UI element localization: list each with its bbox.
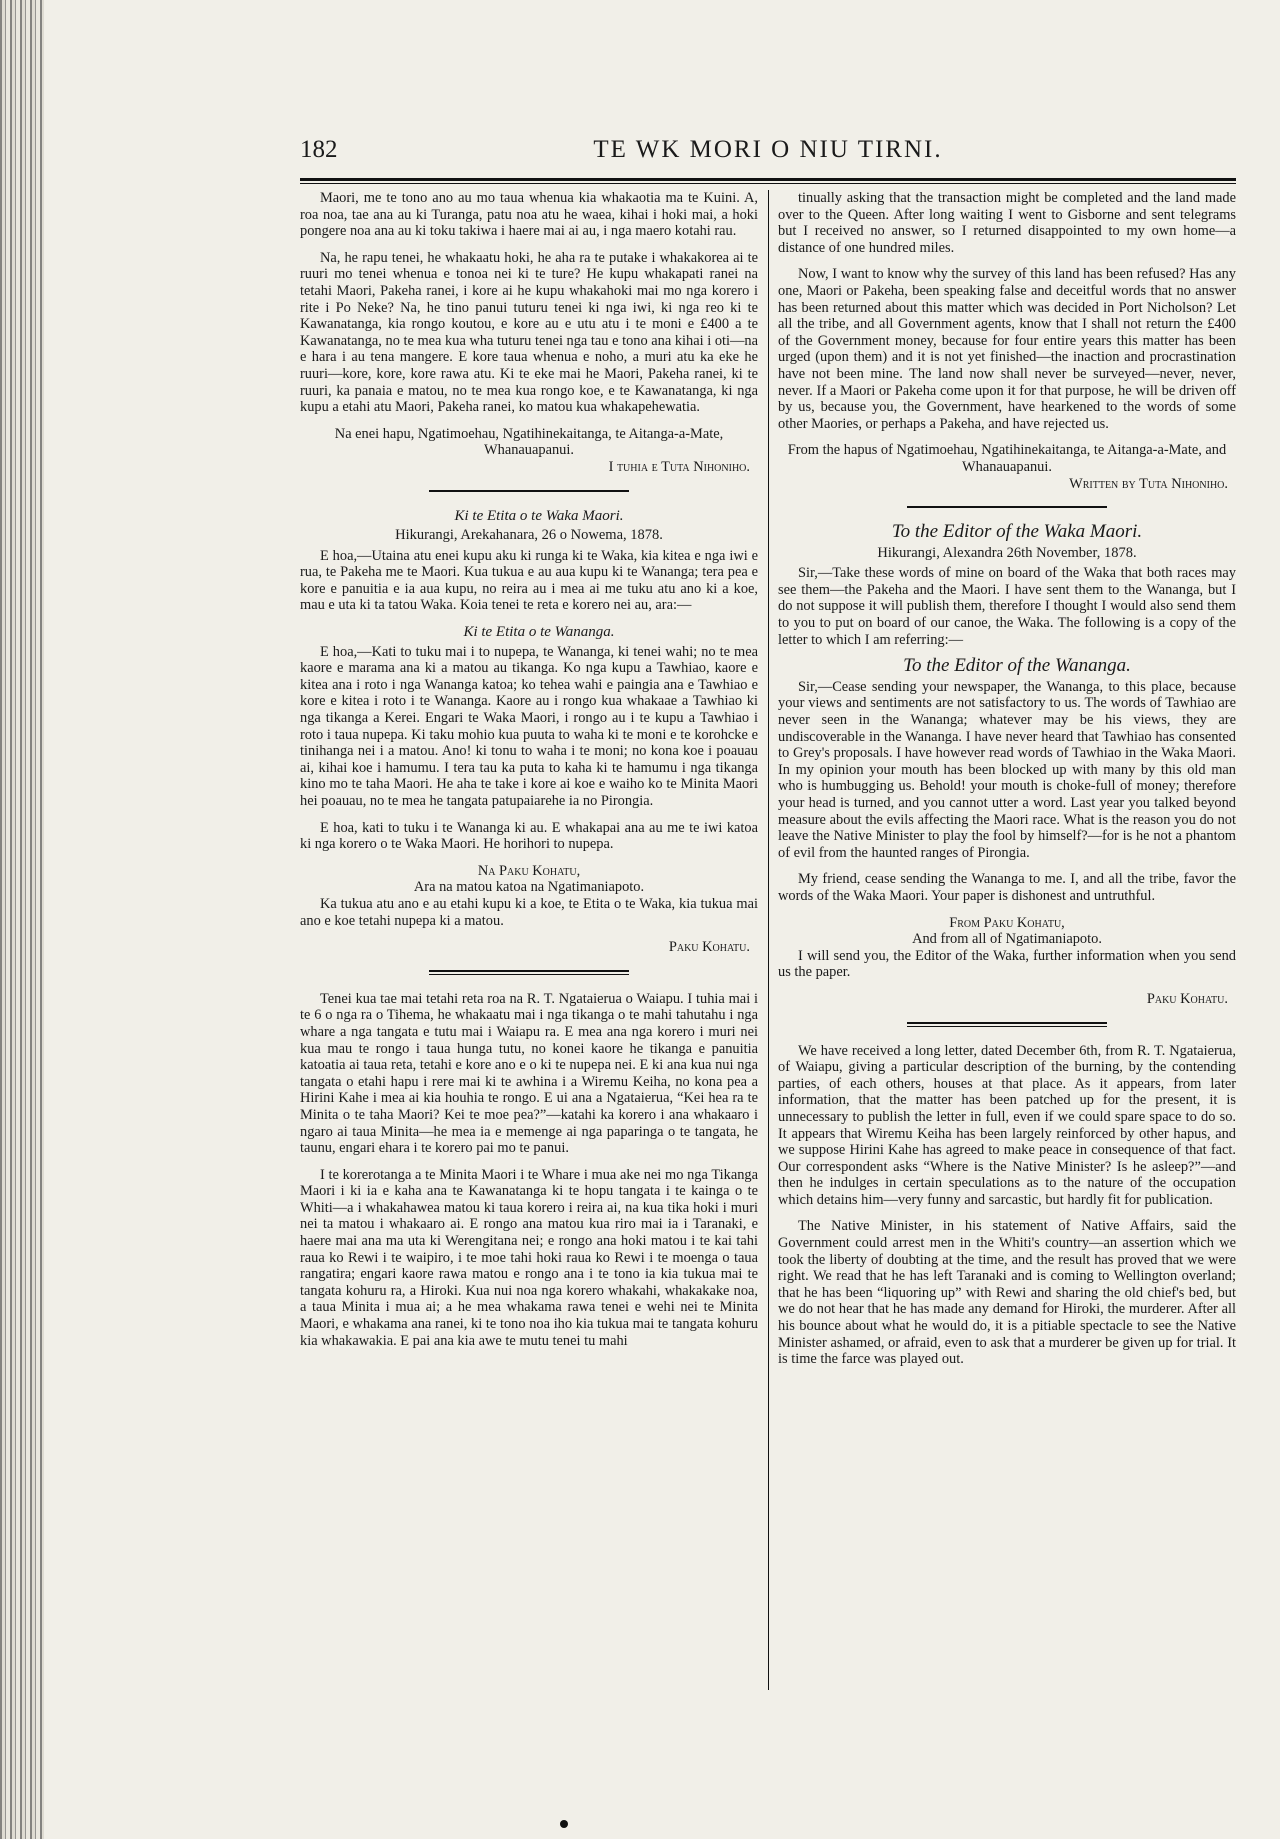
- paragraph: tinually asking that the transaction might be completed and the land made over to the Queen. After long waiting I went to Gisborne and sent telegrams but I received no answer, so I returned disappointed to my own home—a distance of one hundred miles.: [778, 190, 1236, 256]
- dateline: Hikurangi, Arekahanara, 26 o Nowema, 1878.: [395, 527, 663, 544]
- signature-line: Ara na matou katoa na Ngatimaniapoto.: [413, 879, 645, 896]
- paragraph: I will send you, the Editor of the Waka, further information when you send us the paper.: [778, 947, 1236, 981]
- dateline: Hikurangi, Alexandra 26th November, 1878.: [877, 544, 1137, 561]
- masthead-rule: [300, 178, 1236, 181]
- section-separator: [907, 506, 1107, 508]
- paragraph: Sir,—Cease sending your newspaper, the Wananga, to this place, because your views and sentiments are not satisfactory to us. The words of Tawhiao are never seen in the Wananga; whatever may be his views, they are undiscoverable in the Wananga. I have never heard that Tawhiao has consented to Grey's proposals. I have however read words of Tawhiao in the Waka Maori. In my opinion your mouth has been blocked up with many by this old man who is humbugging us. Behold! your mouth is choke-full of money; therefore your head is turned, and you cannot utter a word. Last year you talked beyond measure about the evils affecting the Maori race. What is the reason you do not leave the Native Minister to play the fool by himself?—for is he not a phantom of evil from the haunted ranges of Pirongia.: [778, 678, 1236, 861]
- section-separator: [907, 1022, 1107, 1027]
- print-mark: [560, 1820, 568, 1828]
- letter-heading: Ki te Etita o te Wananga.: [463, 624, 615, 641]
- signature: From Paku Kohatu,: [949, 914, 1065, 931]
- paragraph: Na, he rapu tenei, he whakaatu hoki, he aha ra te putake i whakakorea ai te ruuri mo tenei whenua e tonoa nei ki te ture? He kupu whakapati ranei na tetahi Maori, Pakeha ranei, i kore ai he kupu whakahoki mai mo nga korero i rite i Po Neke? Na, he tino panui tuturu tenei ki nga iwi, ki nga reo ki te Kawanatanga, kia rongo koutou, e kore au e utu atu i te moni e £400 a te Kawanatanga, no te mea kua wha tuturu tenei nga tau e tono ana kihai i oti—na e hara i au tena mangere. E kore taua whenua e noho, a muri atu ka eke he ruuri—kore, kore, kore rawa atu. Ki te eke mai he Maori, Pakeha ranei, ki te ruuri, ka panaia e matou, no te mea kua rongo koe, e te Kawanatanga, ki nga kupu a etahi atu Maori, Pakeha ranei, ko matou kua whakapehewatia.: [300, 249, 758, 416]
- signature: Na Paku Kohatu,: [477, 862, 581, 879]
- paragraph: Maori, me te tono ano au mo taua whenua kia whakaotia ma te Kuini. A, roa noa, tae ana au ki Turanga, patu noa atu he waea, kihai i hoki mai, a hoki pongere noa ana au ki toku takiwa i haere mai ai au, i nga maero kotahi rau.: [300, 190, 758, 240]
- paragraph: E hoa,—Utaina atu enei kupu aku ki runga ki te Waka, kia kitea e nga iwi e rua, te Pakeha me te Maori. Kua tukua e au aua kupu ki te Wananga; tera pea e kore e panuitia e ia aua kupu, no reira au i mea ai me tuku atu ano ki a koe, mau e uta ki ta tatou Waka. Koia tenei te reta e korero nei au, ara:—: [300, 547, 758, 614]
- signature-line: And from all of Ngatimaniapoto.: [912, 931, 1102, 948]
- section-separator: [429, 970, 629, 975]
- paragraph: Sir,—Take these words of mine on board of the Waka that both races may see them—the Pakeha and the Maori. I have sent them to the Wananga, but I do not suppose it will publish them, therefore I thought I would also send them to you to put on board of our canoe, the Waka. The following is a copy of the letter to which I am referring:—: [778, 565, 1236, 648]
- signature: Paku Kohatu.: [1146, 990, 1228, 1007]
- paragraph: Now, I want to know why the survey of this land has been refused? Has any one, Maori or Pakeha, been speaking false and deceitful words that no answer has been returned about this matter which was decided in Port Nicholson? Let all the tribe, and all Government agents, know that I shall not return the £400 of the Government money, because for four entire years this matter has been urged (upon them) and it is not yet finished—the inaction and procrastination have not been mine. The land now shall never be surveyed—never, never, never. If a Maori or Pakeha come upon it for that purpose, he will be driven off by us, because you, the Government, have hearkened to the words of some other Maories, or perhaps a Pakeha, and have rejected us.: [778, 266, 1236, 432]
- paragraph: E hoa, kati to tuku i te Wananga ki au. E whakapai ana au me te iwi katoa ki nga korero o te Waka Maori. He horihori to nupepa.: [300, 819, 758, 853]
- signature: Paku Kohatu.: [668, 939, 750, 956]
- signature: I tuhia e Tuta Nihoniho.: [608, 458, 750, 475]
- signature: Written by Tuta Nihoniho.: [1069, 475, 1228, 492]
- column-divider: [768, 190, 769, 1690]
- paragraph: E hoa,—Kati to tuku mai i to nupepa, te Wananga, ki tenei wahi; no te mea kaore e marama ana ki a matou au tikanga. Ko nga kupu a Tawhiao, kaore e kitea ana i roto i nga Wananga katoa; ko tehea wahi e paingia ana e Tawhiao e kore e kitea i roto i te Wananga. Kaore au i rongo kua whakaae a Tawhiao ki nga tikanga a Kerei. Engari te Waka Maori, i rongo au i te kupu a Tawhiao i roto i taua nupepa. Ki taku mohio kua puuta to waha ki te moni e te korohcke e tinihanga nei i a matou. Ano! ki tonu to waha i te moni; no kona koe i poauau ai, kihai koe i hamumu. I tera tau ka puta to kaha ki te hamumu i nga tikanga kino mo te taha Maori. He aha te take i kore ai koe e waiho ko te Minita Maori hei poauau, no te mea he tangata patupaiarehe ia no Pirongia.: [300, 643, 758, 809]
- newspaper-title: TE WK MORI O NIU TIRNI.: [593, 136, 943, 163]
- paragraph: I te korerotanga a te Minita Maori i te Whare i mua ake nei mo nga Tikanga Maori i ki ia e kaha ana te Kawanatanga ki te hopu tangata i te kainga o te Whiti—a i whakahawea matou ki taua korero i reira ai, na kua tika hoki i muri nei ta matou i whakaaro ai. E rongo ana matou kua riro mai ia i Taranaki, e haere mai ana ma uta ki Werengitana nei; e rongo ana hoki matou i te kai tahi raua ko Rewi i te waipiro, i te moe tahi hoki raua ko Rewi i te moenga o taua rangatira; engari kaore rawa matou e rongo ana i te tono ia kia tukua mai te tangata kohuru ra, a Hiroki. Kua nui noa nga korero whakahi, whakakake noa, a taua Minita i mua ai; a he mea whakama rawa tenei e wehi nei te Minita Maori, e whakama ana ranei, ki te tono noa iho kia tukua mai te tangata kohuru kia whakawakia. E pai ana kia awe te mutu tenei tu mahi: [300, 1166, 758, 1349]
- section-separator: [429, 490, 629, 492]
- page-binding-edge: [0, 0, 44, 1839]
- paragraph: Ka tukua atu ano e au etahi kupu ki a koe, te Etita o te Waka, kia tukua mai ano e koe tetahi nupepa ki a matou.: [300, 895, 758, 929]
- letter-heading: Ki te Etita o te Waka Maori.: [454, 507, 624, 524]
- newspaper-page: [300, 136, 1236, 1816]
- paragraph: My friend, cease sending the Wananga to me. I, and all the tribe, favor the words of the Waka Maori. Your paper is dishonest and untruthful.: [778, 871, 1236, 904]
- paragraph: Tenei kua tae mai tetahi reta roa na R. T. Ngataierua o Waiapu. I tuhia mai i te 6 o nga ra o Tihema, he whakaatu mai i nga tikanga o te mahi tahutahu i nga whare a nga tangata e tutu mai i Waiapu ra. E mea ana nga korero i muri nei kua mau te rongo i taua hunga tutu, no konei kaore he tikanga e panuitia katoatia ai taua reta, tetahi e kore ano e o ki te nupepa nei. E ki ana kua nui nga tangata o etahi hapu i rere mai ki te awhina i a Wiremu Keiha, no kona pea a Hirini Kahe i mea ai kia houhia te rongo. E ui ana a Ngataierua, “Kei hea ra te Minita o te taha Maori? Kei te moe pea?”—katahi ka korero i ana whakaaro i ngaro ai taua Minita—he mea ia e memenge ai nga paparinga o te tangata, he taunu, engari ehara i te korero pai mo te panui.: [300, 990, 758, 1157]
- hapu-line: From the hapus of Ngatimoehau, Ngatihinekaitanga, te Aitanga-a-Mate, and Whanauapanui.: [787, 442, 1227, 475]
- masthead: [300, 136, 1236, 170]
- letter-heading: To the Editor of the Waka Maori.: [891, 521, 1143, 543]
- letter-heading: To the Editor of the Wananga.: [903, 655, 1131, 677]
- paragraph: The Native Minister, in his statement of Native Affairs, said the Government could arrest men in the Whiti's country—an assertion which we took the liberty of doubting at the time, and the result has proved that we were right. We read that he has left Taranaki and is coming to Wellington overland; that he has been “liquoring up” with Rewi and sharing the old chief's bed, but we do not hear that he has made any demand for Hiroki, the murderer. After all his bounce about what he would do, it is a pitiable spectacle to see the Native Minister ashamed, or afraid, even to ask that a murderer be given up for trial. It is time the farce was played out.: [778, 1218, 1236, 1368]
- hapu-line: Na enei hapu, Ngatimoehau, Ngatihinekaitanga, te Aitanga-a-Mate, Whanauapanui.: [334, 425, 724, 459]
- page-number: 182: [300, 136, 338, 163]
- masthead-rule-thin: [300, 183, 1236, 184]
- columns: [300, 190, 1236, 1690]
- english-column: [778, 190, 1236, 1378]
- maori-column: [300, 190, 758, 1359]
- paragraph: We have received a long letter, dated December 6th, from R. T. Ngataierua, of Waiapu, giving a particular description of the burning, by the contending parties, of each others, houses at that place. As it appears, from later information, that the matter has been patched up for the present, it is unnecessary to publish the letter in full, even if we could spare space to do so. It appears that Wiremu Keiha has been largely reinforced by other hapus, and we suppose Hirini Kahe has agreed to make peace in consequence of that fact. Our correspondent asks “Where is the Native Minister? Is he asleep?”—and then he indulges in certain speculations as to the nature of the occupation which detains him—very funny and sarcastic, but hardly fit for publication.: [778, 1042, 1236, 1208]
